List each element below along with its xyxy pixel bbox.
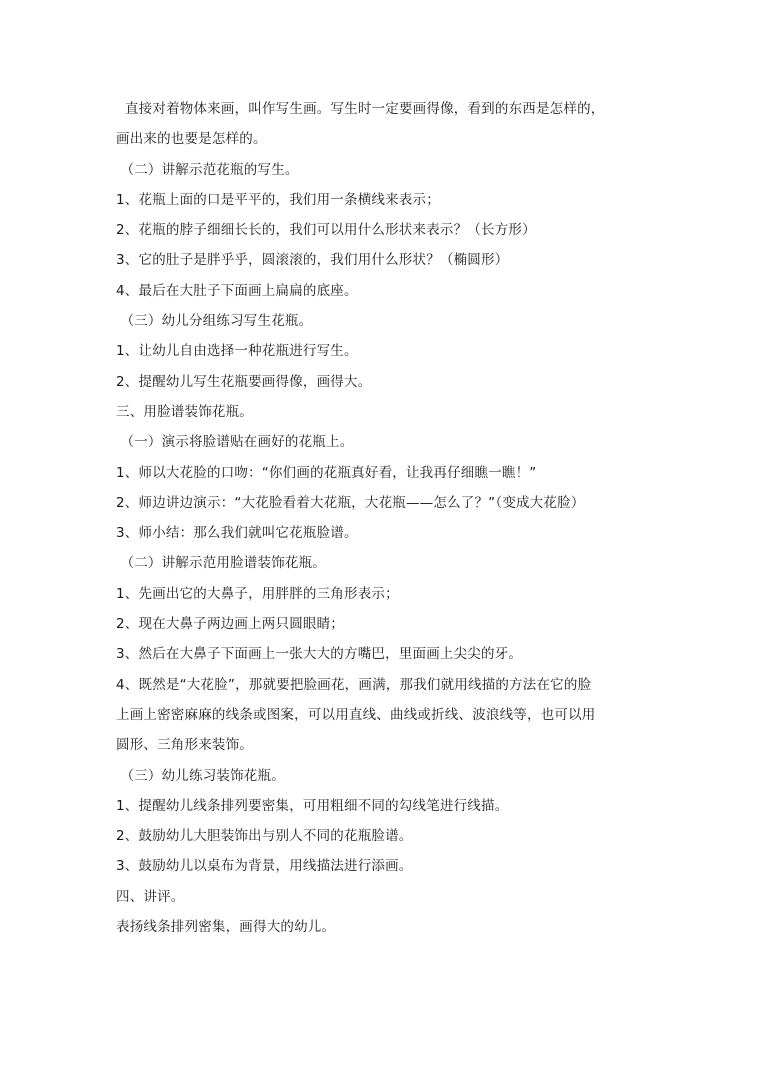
text-line: 2、提醒幼儿写生花瓶要画得像，画得大。: [116, 373, 372, 390]
text-line: 4、最后在大肚子下面画上扁扁的底座。: [116, 282, 358, 299]
text-line: 表扬线条排列密集，画得大的幼儿。: [116, 919, 336, 936]
text-line: （一）演示将脸谱贴在画好的花瓶上。: [116, 434, 354, 451]
text-line: 3、它的肚子是胖乎乎，圆滚滚的，我们用什么形状？（椭圆形）: [116, 252, 509, 269]
text-line: 4、既然是“大花脸”，那就要把脸画花，画满，那我们就用线描的方法在它的脸: [116, 676, 592, 693]
text-line: 3、师小结：那么我们就叫它花瓶脸谱。: [116, 525, 358, 542]
document-body: [116, 94, 656, 942]
text-line: 2、鼓励幼儿大胆装饰出与别人不同的花瓶脸谱。: [116, 828, 413, 845]
text-line: 1、先画出它的大鼻子，用胖胖的三角形表示；: [116, 585, 399, 602]
text-line: 3、然后在大鼻子下面画上一张大大的方嘴巴，里面画上尖尖的牙。: [116, 646, 523, 663]
text-line: 圆形、三角形来装饰。: [116, 737, 253, 754]
text-line: 1、让幼儿自由选择一种花瓶进行写生。: [116, 343, 358, 360]
text-line: （二）讲解示范用脸谱装饰花瓶。: [116, 555, 326, 572]
text-line: 上画上密密麻麻的线条或图案，可以用直线、曲线或折线、波浪线等，也可以用: [116, 706, 596, 723]
text-line: 四、讲评。: [116, 888, 185, 905]
text-line: 1、师以大花脸的口吻：“你们画的花瓶真好看，让我再仔细瞧一瞧！”: [116, 464, 537, 481]
text-line: 1、花瓶上面的口是平平的，我们用一条横线来表示；: [116, 191, 440, 208]
text-line: 直接对着物体来画，叫作写生画。写生时一定要画得像，看到的东西是怎样的，: [116, 101, 605, 117]
text-line: 画出来的也要是怎样的。: [116, 131, 267, 148]
text-line: 2、花瓶的脖子细细长长的，我们可以用什么形状来表示？（长方形）: [116, 222, 536, 239]
text-line: 三、用脸谱装饰花瓶。: [116, 403, 253, 420]
text-line: （三）幼儿分组练习写生花瓶。: [116, 313, 313, 330]
text-line: （三）幼儿练习装饰花瓶。: [116, 767, 285, 784]
text-line: 2、师边讲边演示：“大花脸看着大花瓶，大花瓶——怎么了？”（变成大花脸）: [116, 494, 585, 511]
text-line: （二）讲解示范花瓶的写生。: [116, 161, 299, 178]
text-line: 2、现在大鼻子两边画上两只圆眼睛；: [116, 616, 344, 633]
text-line: 1、提醒幼儿线条排列要密集，可用粗细不同的勾线笔进行线描。: [116, 797, 509, 814]
text-line: 3、鼓励幼儿以桌布为背景，用线描法进行添画。: [116, 858, 413, 875]
